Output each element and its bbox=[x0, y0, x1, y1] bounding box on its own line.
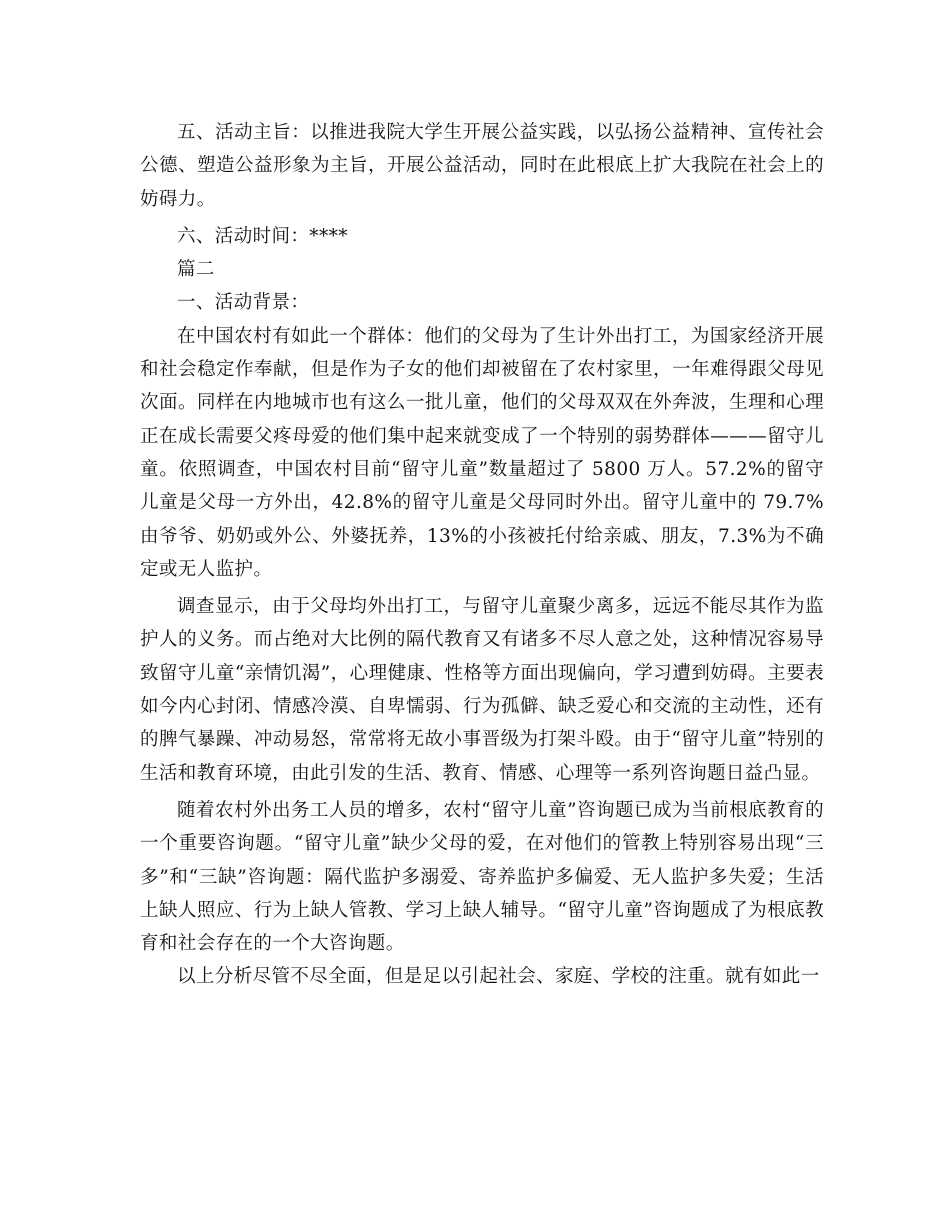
paragraph-activity-time: 六、活动时间：**** bbox=[177, 225, 348, 247]
paragraph-analysis-summary: 以上分析尽管不尽全面，但是足以引起社会、家庭、学校的注重。就有如此一 bbox=[177, 966, 820, 988]
section-heading-background: 一、活动背景： bbox=[177, 292, 310, 314]
document-body bbox=[140, 116, 824, 994]
paragraph-education-issue: 随着农村外出务工人员的增多，农村“留守儿童”咨询题已成为当前根底教育的一个重要咨询题。“留守儿童”缺少父母的爱，在对他们的管教上特别容易出现“三多”和“三缺”咨询题：隔代监护多溺爱、寄养监护多偏爱、无人监护多失爱；生活上缺人照应、行为上缺人管教、学习上缺人辅导。“留守儿童”咨询题成了为根底教育和社会存在的一个大咨询题。 bbox=[140, 799, 824, 955]
section-heading-part-two: 篇二 bbox=[177, 259, 215, 281]
paragraph-activity-purpose: 五、活动主旨：以推进我院大学生开展公益实践，以弘扬公益精神、宣传社会公德、塑造公益形象为主旨，开展公益活动，同时在此根底上扩大我院在社会上的妨碍力。 bbox=[140, 122, 824, 210]
paragraph-survey-findings: 调查显示，由于父母均外出打工，与留守儿童聚少离多，远远不能尽其作为监护人的义务。而占绝对大比例的隔代教育又有诸多不尽人意之处，这种情况容易导致留守儿童“亲情饥渴”，心理健康、性格等方面出现偏向，学习遭到妨碍。主要表如今内心封闭、情感冷漠、自卑懦弱、行为孤僻、缺乏爱心和交流的主动性，还有的脾气暴躁、冲动易怒，常常将无故小事晋级为打架斗殴。由于“留守儿童”特别的生活和教育环境，由此引发的生活、教育、情感、心理等一系列咨询题日益凸显。 bbox=[140, 596, 824, 784]
paragraph-rural-children: 在中国农村有如此一个群体：他们的父母为了生计外出打工，为国家经济开展和社会稳定作奉献，但是作为子女的他们却被留在了农村家里，一年难得跟父母见次面。同样在内地城市也有这么一批儿童，他们的父母双双在外奔波，生理和心理正在成长需要父疼母爱的他们集中起来就变成了一个特别的弱势群体———留守儿童。依照调查，中国农村目前“留守儿童”数量超过了 5800 万人。57.2%的留守儿童是父母一方外出，42.8%的留守儿童是父母同时外出。留守儿童中的 79.7%由爷爷、奶奶或外公、外婆抚养，13%的小孩被托付给亲戚、朋友，7.3%为不确定或无人监护。 bbox=[140, 325, 824, 580]
